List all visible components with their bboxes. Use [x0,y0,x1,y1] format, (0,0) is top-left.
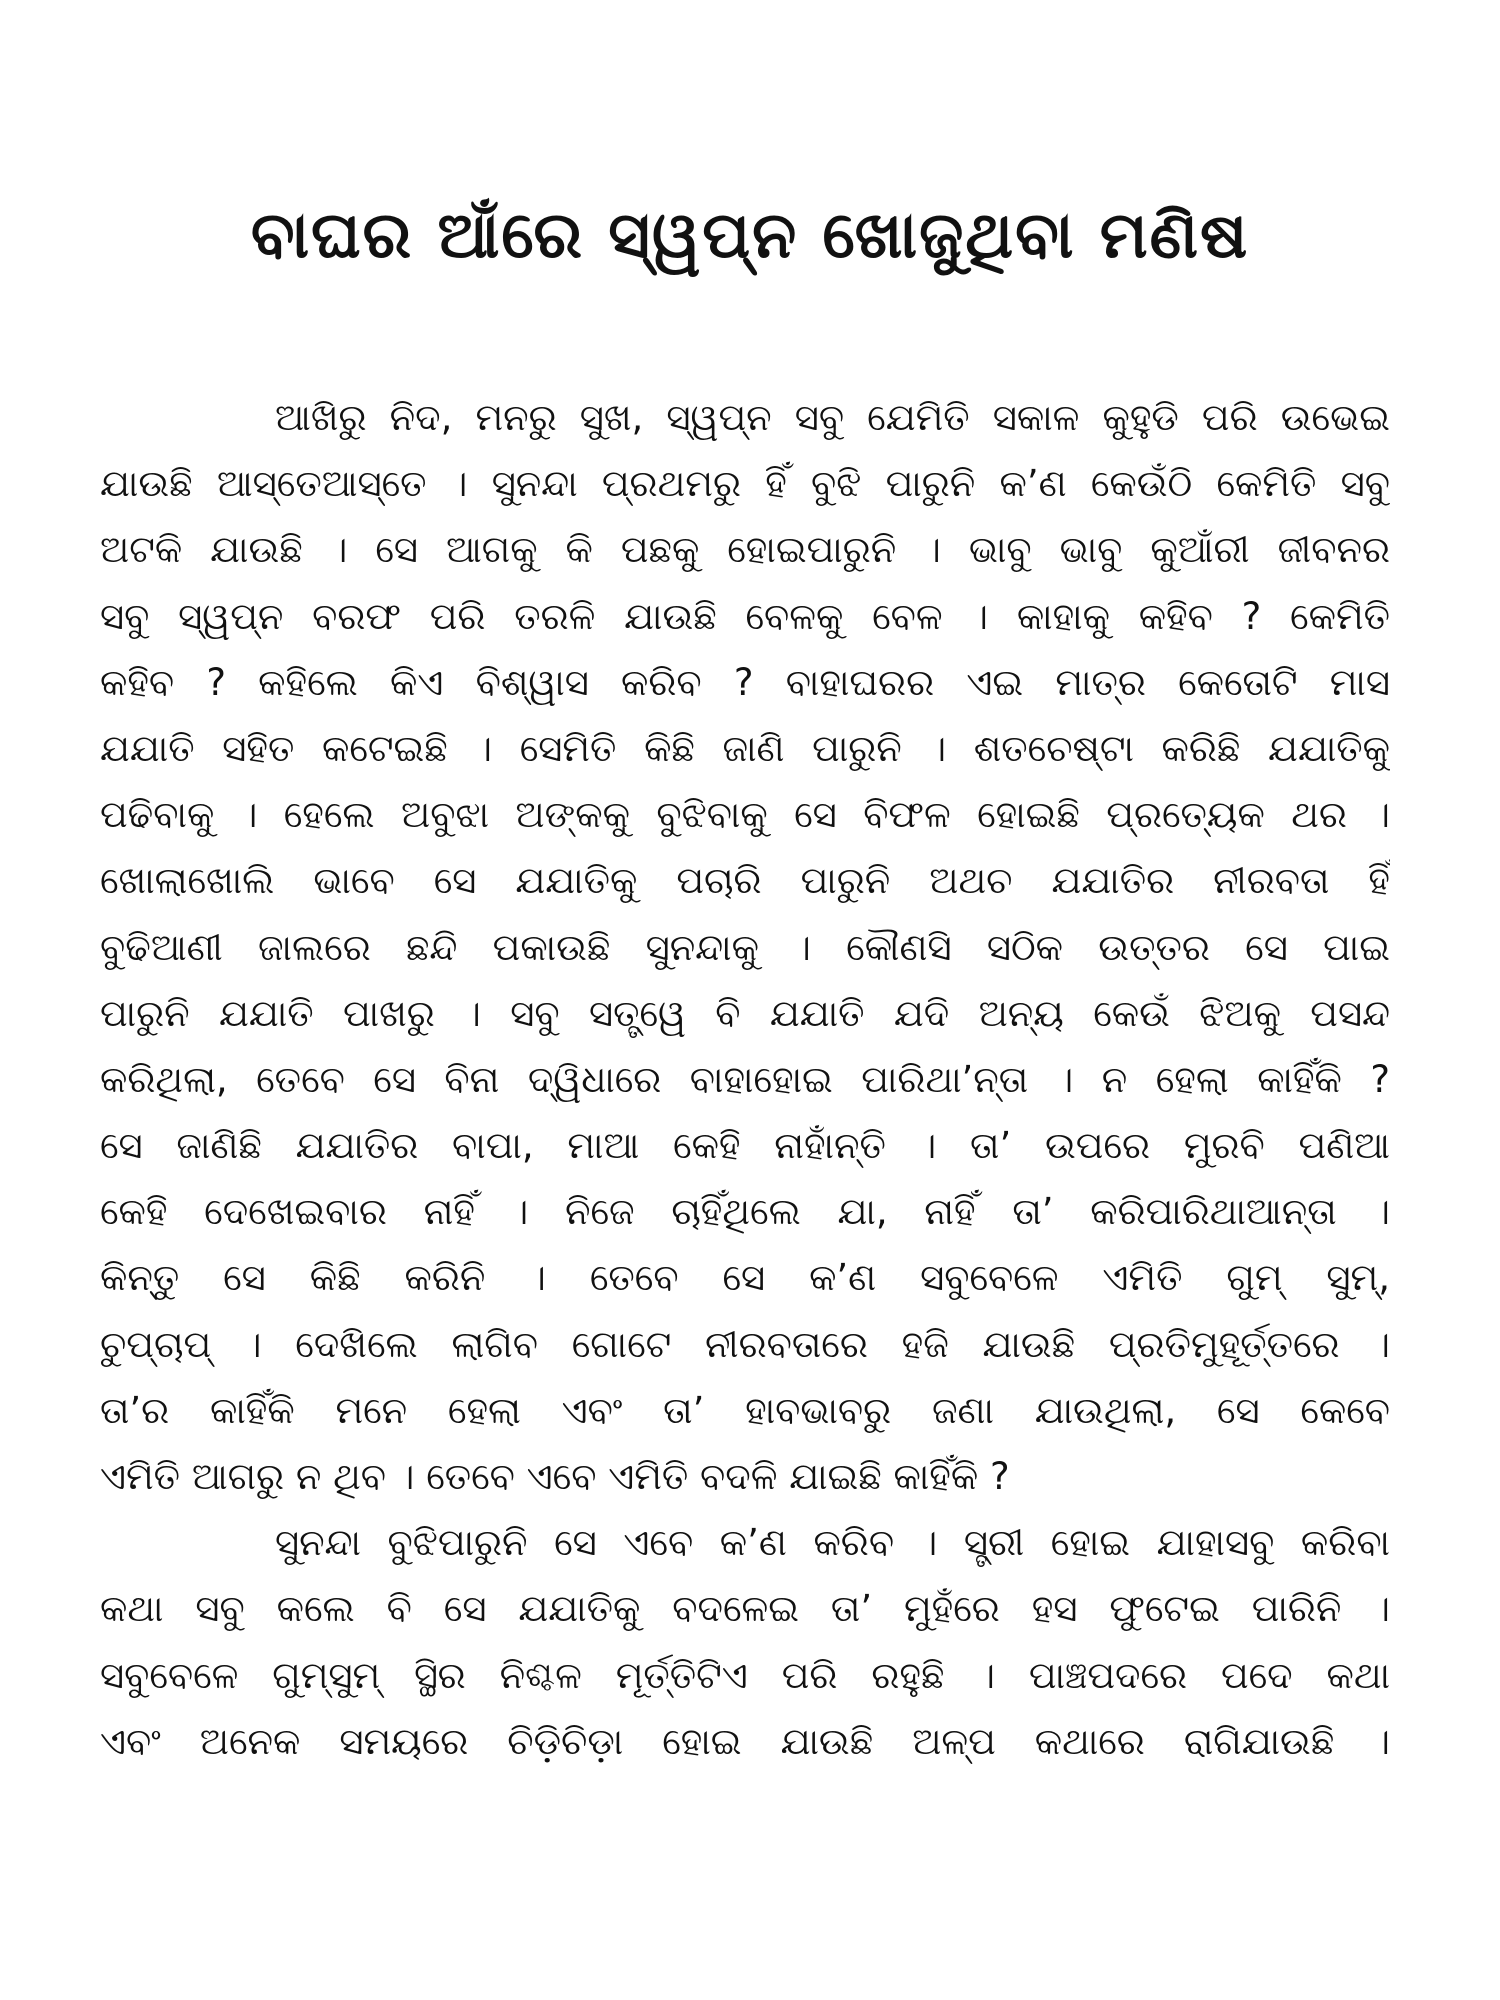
text-line: ପଢିବାକୁ । ହେଲେ ଅବୁଝା ଅଙ୍କକୁ ବୁଝିବାକୁ ସେ ବିଫଳ ହୋଇଛି ପ୍ରତ୍ୟେକ ଥର । [100,793,1390,837]
text-line: ସବୁବେଳେ ଗୁମ୍‌ସୁମ୍ ସ୍ଥିର ନିଶ୍ଚଳ ମୂର୍ତ୍ତିଟିଏ ପରି ରହୁଛି । ପାଞ୍ଚପଦରେ ପଦେ କଥା [100,1653,1390,1697]
text-line: ଅଟକି ଯାଉଛି । ସେ ଆଗକୁ କି ପଛକୁ ହୋଇପାରୁନି । ଭାବୁ ଭାବୁ କୁଆଁରୀ ଜୀବନର [100,528,1390,572]
story-body [100,385,1390,1775]
text-line: ପାରୁନି ଯଯାତି ପାଖରୁ । ସବୁ ସତ୍ତ୍ୱେ ବି ଯଯାତି ଯଦି ଅନ୍ୟ କେଉଁ ଝିଅକୁ ପସନ୍ଦ [100,991,1390,1035]
text-line: ସବୁ ସ୍ୱପ୍ନ ବରଫ ପରି ତରଳି ଯାଉଛି ବେଳକୁ ବେଳ । କାହାକୁ କହିବ ? କେମିତି [100,594,1390,638]
text-line: ସୁନନ୍ଦା ବୁଝିପାରୁନି ସେ ଏବେ କ’ଣ କରିବ । ସ୍ତ୍ରୀ ହୋଇ ଯାହାସବୁ କରିବା [275,1521,1390,1565]
paragraph-1 [100,385,1390,1510]
text-line: କେହି ଦେଖେଇବାର ନାହିଁ । ନିଜେ ଚାହିଁଥିଲେ ଯା, ନାହିଁ ତା’ କରିପାରିଥାଆନ୍ତା । [100,1190,1390,1234]
text-line: କରିଥିଲା, ତେବେ ସେ ବିନା ଦ୍ୱିଧାରେ ବାହାହୋଇ ପାରିଥା’ନ୍ତା । ନ ହେଲା କାହିଁକି ? [100,1057,1390,1101]
text-line: ଯାଉଛି ଆସ୍ତେଆସ୍ତେ । ସୁନନ୍ଦା ପ୍ରଥମରୁ ହିଁ ବୁଝି ପାରୁନି କ’ଣ କେଉଁଠି କେମିତି ସବୁ [100,462,1390,506]
text-line: ଯଯାତି ସହିତ କଟେଇଛି । ସେମିତି କିଛି ଜାଣି ପାରୁନି । ଶତଚେଷ୍ଟା କରିଛି ଯଯାତିକୁ [100,726,1390,770]
text-line: ସେ ଜାଣିଛି ଯଯାତିର ବାପା, ମାଆ କେହି ନାହାଁନ୍ତି । ତା’ ଉପରେ ମୁରବି ପଣିଆ [100,1124,1390,1168]
text-line: ଏବଂ ଅନେକ ସମୟରେ ଚିଡ଼ିଚିଡ଼ା ହୋଇ ଯାଉଛି ଅଳ୍ପ କଥାରେ ରାଗିଯାଉଛି । [100,1719,1390,1763]
text-line: ଆଖିରୁ ନିଦ, ମନରୁ ସୁଖ, ସ୍ୱପ୍ନ ସବୁ ଯେମିତି ସକାଳ କୁହୁଡି ପରି ଉଭେଇ [275,396,1390,439]
text-line: ଏମିତି ଆଗରୁ ନ ଥିବ । ତେବେ ଏବେ ଏମିତି ବଦଳି ଯାଇଛି କାହିଁକି ? [100,1455,1010,1498]
text-line: ଚୁପ୍‌ଚାପ୍ । ଦେଖିଲେ ଲାଗିବ ଗୋଟେ ନୀରବତାରେ ହଜି ଯାଉଛି ପ୍ରତିମୁହୂର୍ତ୍ତରେ । [100,1322,1390,1366]
text-line: କିନ୍ତୁ ସେ କିଛି କରିନି । ତେବେ ସେ କ’ଣ ସବୁବେଳେ ଏମିତି ଗୁମ୍ ସୁମ୍, [100,1256,1390,1300]
text-line: ତା’ର କାହିଁକି ମନେ ହେଲା ଏବଂ ତା’ ହାବଭାବରୁ ଜଣା ଯାଉଥିଲା, ସେ କେବେ [100,1388,1390,1432]
text-line: କଥା ସବୁ କଲେ ବି ସେ ଯଯାତିକୁ ବଦଳେଇ ତା’ ମୁହଁରେ ହସ ଫୁଟେଇ ପାରିନି । [100,1587,1390,1631]
story-title: ବାଘର ଆଁରେ ସ୍ୱପ୍ନ ଖୋଜୁଥିବା ମଣିଷ [250,199,1250,273]
paragraph-2 [100,1510,1390,1775]
text-line: କହିବ ? କହିଲେ କିଏ ବିଶ୍ୱାସ କରିବ ? ବାହାଘରର ଏଇ ମାତ୍ର କେତୋଟି ମାସ [100,660,1390,704]
text-line: ଖୋଲାଖୋଲି ଭାବେ ସେ ଯଯାତିକୁ ପଚାରି ପାରୁନି ଅଥଚ ଯଯାତିର ନୀରବତା ହିଁ [100,859,1390,903]
text-line: ବୁଢିଆଣୀ ଜାଲରେ ଛନ୍ଦି ପକାଉଛି ସୁନନ୍ଦାକୁ । କୌଣସି ସଠିକ ଉତ୍ତର ସେ ପାଇ [100,925,1390,969]
